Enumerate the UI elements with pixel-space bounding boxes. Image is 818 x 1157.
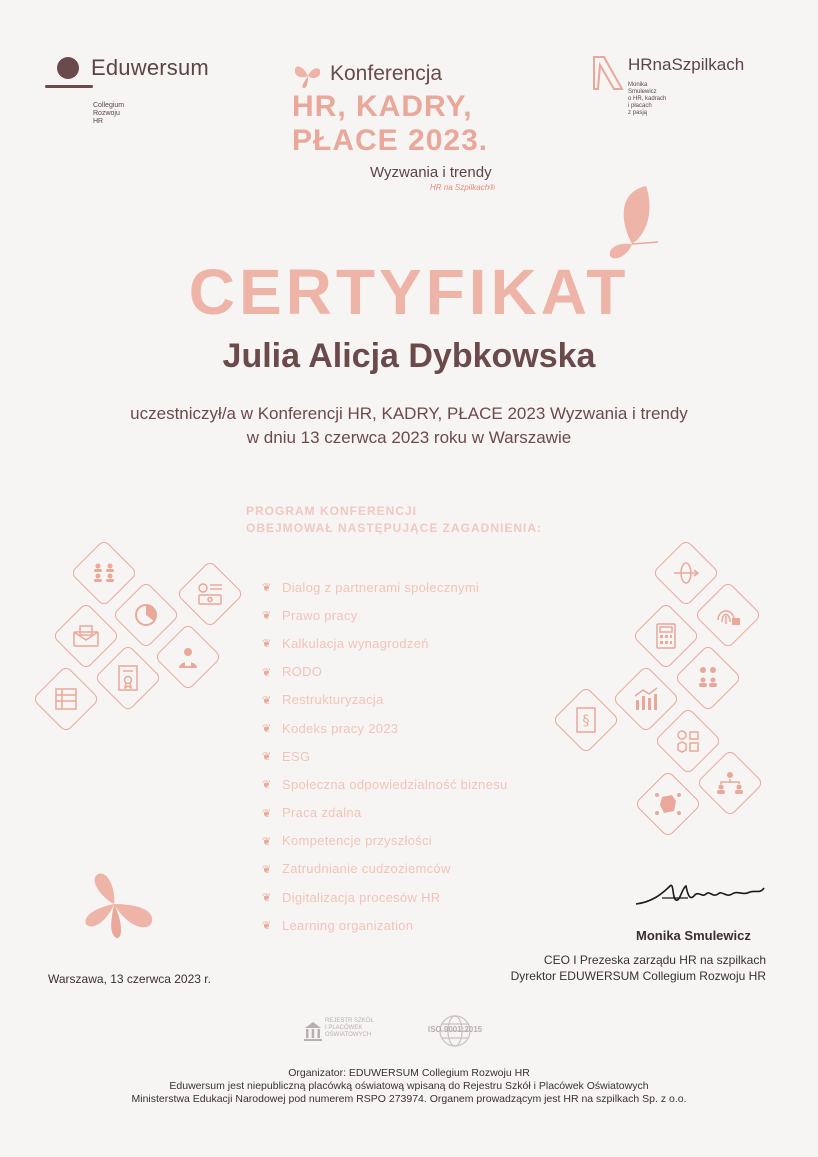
hrnaszpilkach-subtitle: [628, 82, 688, 117]
org-chart-icon: [713, 766, 747, 800]
rspo-line: I PLACÓWEK: [325, 1025, 363, 1031]
list-item: [262, 855, 508, 883]
butterfly-bullet-icon: ❦: [262, 779, 272, 792]
topic-label: Kalkulacja wynagrodzeń: [282, 635, 429, 651]
eduwersum-subtitle: [93, 102, 124, 126]
certificate-doc-icon: [111, 661, 145, 695]
rspo-badge: [325, 1018, 374, 1039]
signature-image: [632, 876, 772, 910]
signatory-name: Monika Smulewicz: [636, 928, 751, 943]
list-item: [262, 658, 508, 686]
security-settings-icon: [671, 724, 705, 758]
calculator-icon: [649, 619, 683, 653]
topics-list: [262, 573, 508, 939]
team-icon: [87, 556, 121, 590]
approved-team-icon: [691, 661, 725, 695]
topic-label: Dialog z partnerami społecznymi: [282, 579, 480, 595]
list-item: [262, 742, 508, 770]
list-item: [262, 601, 508, 629]
conference-title-line: HR, KADRY,: [292, 90, 473, 123]
hr-sub-line: Smulewicz: [628, 89, 657, 95]
rspo-line: OŚWIATOWYCH: [325, 1032, 372, 1038]
iso-badge: [420, 1014, 490, 1048]
hr-sub-line: Monika: [628, 82, 648, 88]
list-item: [262, 573, 508, 601]
list-item: [262, 629, 508, 657]
footer: [0, 1067, 818, 1106]
footer-line: Ministerstwa Edukacji Narodowej pod numerem RSPO 273974. Organem prowadzącym jest HR na szpilkach Sp. z o.o.: [131, 1093, 687, 1105]
map-people-icon: [651, 787, 685, 821]
target-arrows-icon: [669, 556, 703, 590]
conference-title-line: PŁACE 2023.: [292, 124, 489, 157]
butterfly-bullet-icon: ❦: [262, 638, 272, 651]
eduwersum-name: Eduwersum: [91, 55, 209, 80]
list-item: [262, 827, 508, 855]
shoe-logo-icon: [592, 55, 624, 91]
topic-label: Praca zdalna: [282, 805, 362, 821]
hr-sub-line: z pasją: [628, 110, 648, 116]
program-heading-line: OBEJMOWAŁ NASTĘPUJĄCE ZAGADNIENIA:: [246, 521, 543, 535]
conference-logo: [290, 60, 550, 200]
building-icon: [303, 1020, 323, 1042]
program-heading: [246, 503, 542, 537]
fingerprint-lock-icon: [711, 598, 745, 632]
role-line: Dyrektor EDUWERSUM Collegium Rozwoju HR: [510, 969, 766, 983]
logo-bar: [45, 85, 93, 88]
hr-sub-line: i płacach: [628, 103, 652, 109]
footer-line: Organizator: EDUWERSUM Collegium Rozwoju HR: [288, 1067, 530, 1079]
user-lock-icon: [171, 640, 205, 674]
topic-label: Zatrudnianie cudzoziemców: [282, 861, 451, 877]
butterfly-bullet-icon: ❦: [262, 863, 272, 876]
cabinet-icon: [49, 682, 83, 716]
logo-dot: [57, 57, 79, 79]
butterfly-bullet-icon: ❦: [262, 751, 272, 764]
topic-label: RODO: [282, 664, 323, 680]
svg-text:§: §: [582, 713, 590, 729]
rspo-line: REJESTR SZKÓŁ: [325, 1018, 374, 1024]
butterfly-icon: [292, 62, 324, 90]
topic-label: Kompetencje przyszłości: [282, 833, 432, 849]
topic-label: Prawo pracy: [282, 607, 358, 623]
pie-chart-icon: [129, 598, 163, 632]
signatory-role: [511, 952, 766, 984]
hrnaszpilkach-logo: [590, 55, 790, 145]
butterfly-bullet-icon: ❦: [262, 920, 272, 933]
program-heading-line: PROGRAM KONFERENCJI: [246, 504, 418, 518]
place-date: Warszawa, 13 czerwca 2023 r.: [48, 972, 211, 986]
envelope-money-icon: [69, 619, 103, 653]
list-item: [262, 770, 508, 798]
role-line: CEO I Prezeska zarządu HR na szpilkach: [543, 953, 766, 967]
law-paragraph-icon: [569, 703, 603, 737]
participation-text: uczestniczył/a w Konferencji HR, KADRY, PŁACE 2023 Wyzwania i trendy: [130, 404, 688, 423]
butterfly-icon: [600, 182, 670, 262]
topic-label: Digitalizacja procesów HR: [282, 889, 441, 905]
conference-label: Konferencja: [330, 62, 443, 85]
topic-label: Kodeks pracy 2023: [282, 720, 399, 736]
list-item: [262, 799, 508, 827]
money-list-icon: [193, 577, 227, 611]
topic-label: Restrukturyzacja: [282, 692, 384, 708]
eduwersum-logo: [45, 55, 245, 135]
conference-subtitle: Wyzwania i trendy: [370, 164, 492, 181]
eduwersum-sub-line: Collegium: [93, 102, 125, 109]
footer-line: Eduwersum jest niepubliczną placówką oświatową wpisaną do Rejestru Szkół i Placówek Oświatowych: [169, 1080, 649, 1092]
butterfly-bullet-icon: ❦: [262, 892, 272, 905]
list-item: [262, 883, 508, 911]
butterfly-bullet-icon: ❦: [262, 582, 272, 595]
butterfly-bullet-icon: ❦: [262, 666, 272, 679]
topic-label: Społeczna odpowiedzialność biznesu: [282, 776, 508, 792]
eduwersum-sub-line: HR: [93, 118, 104, 125]
butterfly-bullet-icon: ❦: [262, 610, 272, 623]
butterfly-bullet-icon: ❦: [262, 835, 272, 848]
growth-chart-icon: [629, 682, 663, 716]
eduwersum-sub-line: Rozwoju: [93, 110, 120, 117]
list-item: [262, 714, 508, 742]
butterfly-bullet-icon: ❦: [262, 723, 272, 736]
iso-label: ISO 9001:2015: [427, 1025, 483, 1034]
hr-sub-line: o HR, kadrach: [628, 96, 667, 102]
recipient-name: Julia Alicja Dybkowska: [222, 337, 596, 375]
topic-label: Learning organization: [282, 917, 414, 933]
butterfly-bullet-icon: ❦: [262, 807, 272, 820]
topic-label: ESG: [282, 748, 311, 764]
butterfly-bullet-icon: ❦: [262, 694, 272, 707]
date-location-text: w dniu 13 czerwca 2023 roku w Warszawie: [246, 428, 572, 447]
conference-tag: HR na Szpilkach®: [430, 183, 496, 192]
certificate-title: CERTYFIKAT: [188, 256, 630, 328]
conference-title: [292, 90, 488, 158]
hrnaszpilkach-name: HRnaSzpilkach: [628, 55, 745, 74]
list-item: [262, 911, 508, 939]
butterfly-icon: [78, 870, 158, 942]
list-item: [262, 686, 508, 714]
